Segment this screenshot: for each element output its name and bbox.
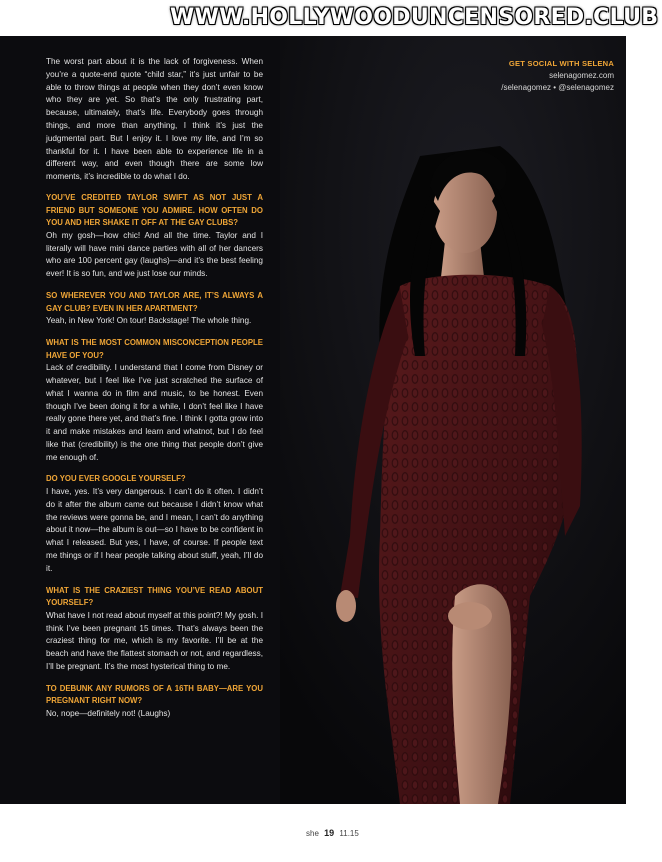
- page-folio: [306, 828, 359, 838]
- social-box: [501, 58, 614, 94]
- intro-paragraph: The worst part about it is the lack of forgiveness. When you’re a quote-end quote “child star,” it’s just unfair to be able to throw things at people when they don’t even know who they are yet. So that’s the only frustrating part, because, ultimately, that’s life. Everybody goes through things, and more than anything, I think it’s just the judgmental part. But I enjoy it. I love my life, and I’m so thankful for it. I have been able to experience life in a different way, and even though there are some low moments, it’s incredible to do what I do.: [46, 57, 263, 182]
- social-website: selenagomez.com: [549, 71, 614, 80]
- folio-brand: she: [306, 829, 319, 838]
- folio-page-number: 19: [324, 828, 335, 838]
- folio-issue: 11.15: [339, 829, 359, 838]
- portrait-illustration: [280, 36, 626, 804]
- social-heading: GET SOCIAL WITH SELENA: [508, 59, 614, 68]
- magazine-page: [0, 36, 626, 804]
- answer: Yeah, in New York! On tour! Backstage! The whole thing.: [46, 316, 252, 326]
- answer: I have, yes. It’s very dangerous. I can’t do it often. I didn’t do it after the album came out because I didn’t know what the reviews were gonna be, and I mean, I can’t do anything about it now—the album is out—so I have to be confident in what I released. But yes, I have, of course. If people text me things or if I hear people talking about stuff, yeah, I’ll do it.: [46, 487, 263, 573]
- question: DO YOU EVER GOOGLE YOURSELF?: [46, 474, 186, 484]
- social-handles: /selenagomez • @selenagomez: [501, 83, 614, 92]
- watermark-text: WWW.HOLLYWOODUNCENSORED.CLUB: [170, 5, 659, 30]
- answer: Oh my gosh—how chic! And all the time. Taylor and I literally will have mini dance parties with all of her dancers who are 100 percent gay (laughs)—and it’s the best feeling ever! It is so fun, and we just lose our minds.: [46, 230, 263, 279]
- answer: What have I not read about myself at this point?! My gosh. I think I’ve been pregnant 15 times. That’s always been the craziest thing for me, which is my favorite. I’ll be at the beach and have the flattest stomach or not, and regardless, I’ll be pregnant. It’s the most hysterical thing to me.: [46, 610, 263, 672]
- portrait-photo: [280, 36, 626, 804]
- question: WHAT IS THE CRAZIEST THING YOU’VE READ ABOUT YOURSELF?: [46, 585, 263, 608]
- question: SO WHEREVER YOU AND TAYLOR ARE, IT’S ALWAYS A GAY CLUB? EVEN IN HER APARTMENT?: [46, 290, 263, 313]
- question: YOU’VE CREDITED TAYLOR SWIFT AS NOT JUST A FRIEND BUT SOMEONE YOU ADMIRE. HOW OFTEN DO YOU AND HER SHAKE IT OFF AT THE GAY CLUBS?: [46, 192, 263, 228]
- question: TO DEBUNK ANY RUMORS OF A 16TH BABY—ARE YOU PREGNANT RIGHT NOW?: [46, 683, 263, 706]
- interview-column: [46, 56, 263, 730]
- answer: No, nope—definitely not! (Laughs): [46, 709, 171, 719]
- question: WHAT IS THE MOST COMMON MISCONCEPTION PEOPLE HAVE OF YOU?: [46, 337, 263, 360]
- answer: Lack of credibility. I understand that I come from Disney or whatever, but I feel like I’ve just scratched the surface of what I wanna do in film and music, to be honest. Even though I’ve been doing it for a while, I don’t feel like I have really gone there yet, and that’s fine. I think I gotta grow into it and make mistakes and learn and whatnot, but I do feel like that (credibility) is the one thing that people don’t give me enough of.: [46, 363, 263, 462]
